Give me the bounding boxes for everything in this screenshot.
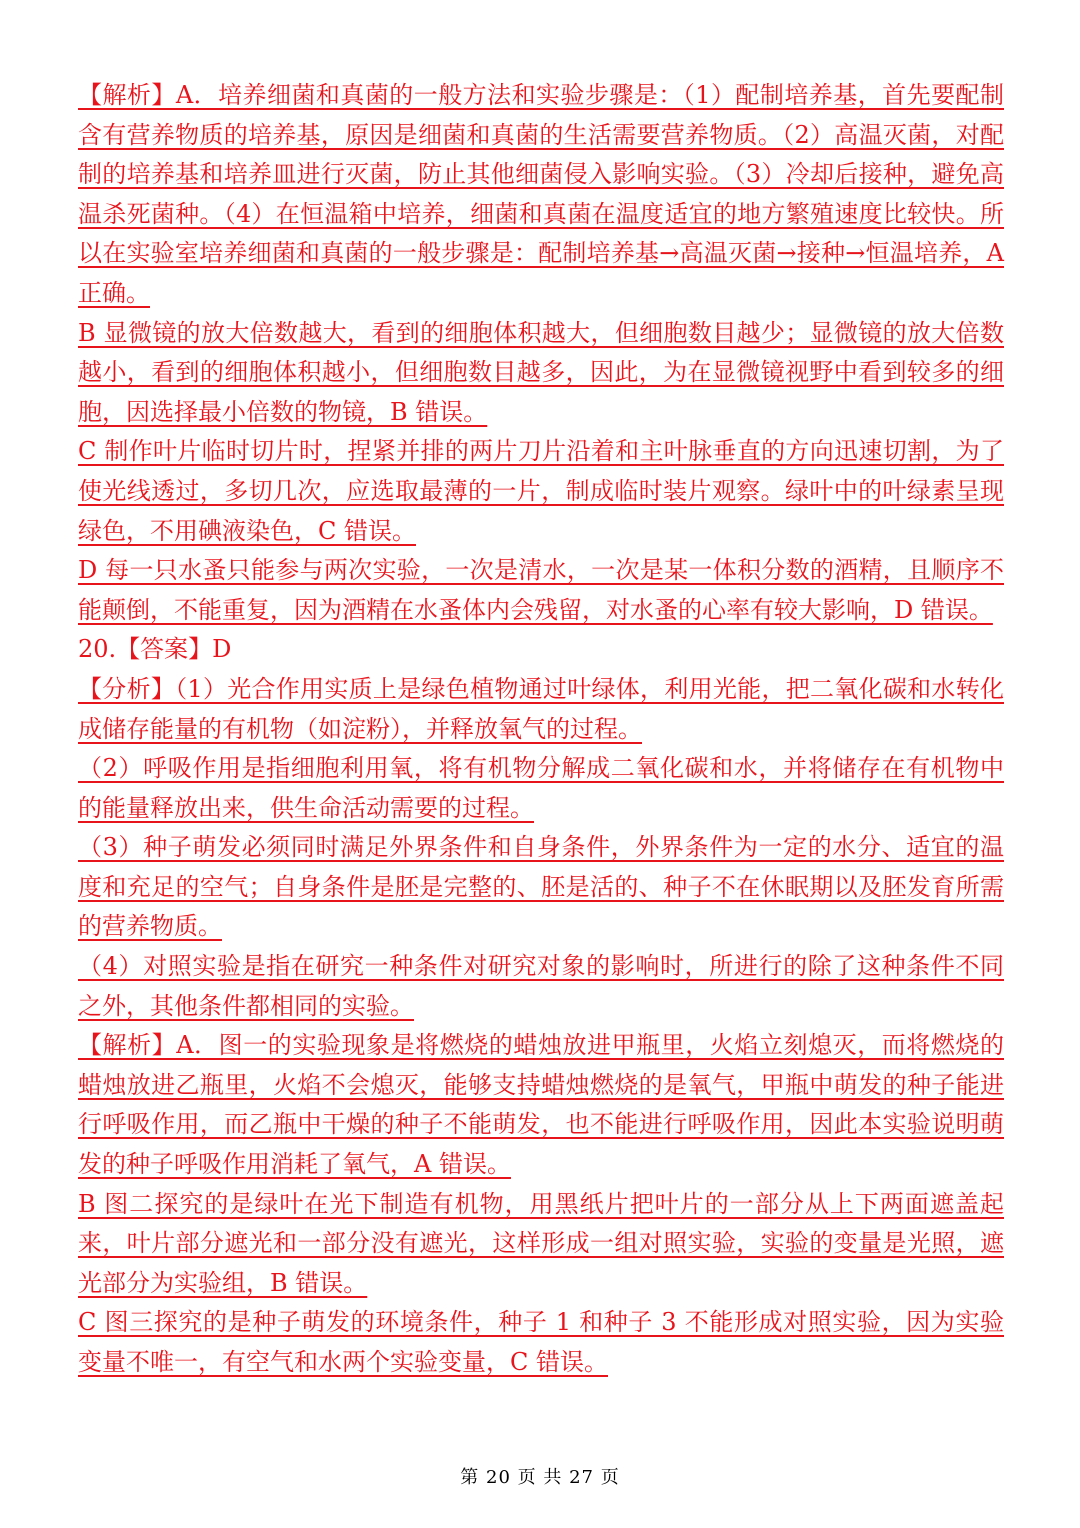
paragraph-text: B 显微镜的放大倍数越大，看到的细胞体积越大，但细胞数目越少；显微镜的放大倍数越小，看到的细胞体积越小，但细胞数目越多，因此，为在显微镜视野中看到较多的细胞，因选择最小倍数的物镜，B 错误。 <box>78 318 1004 426</box>
analysis-20-point-4 <box>78 947 1004 1026</box>
paragraph-text: B 图二探究的是绿叶在光下制造有机物，用黑纸片把叶片的一部分从上下两面遮盖起来，叶片部分遮光和一部分没有遮光，这样形成一组对照实验，实验的变量是光照，遮光部分为实验组，B 错误。 <box>78 1189 1004 1297</box>
analysis-20-point-2 <box>78 749 1004 828</box>
answer-20 <box>78 630 1004 670</box>
paragraph-text: 【分析】（1）光合作用实质上是绿色植物通过叶绿体，利用光能，把二氧化碳和水转化成储存能量的有机物（如淀粉），并释放氧气的过程。 <box>78 674 1004 743</box>
explanation-20-a <box>78 1026 1004 1184</box>
explanation-20-c <box>78 1303 1004 1382</box>
analysis-19-a <box>78 76 1004 314</box>
analysis-20-point-1 <box>78 670 1004 749</box>
paragraph-text: （3）种子萌发必须同时满足外界条件和自身条件，外界条件为一定的水分、适宜的温度和充足的空气；自身条件是胚是完整的、胚是活的、种子不在休眠期以及胚发育所需的营养物质。 <box>78 833 1004 941</box>
paragraph-text: D 每一只水蚤只能参与两次实验，一次是清水，一次是某一体积分数的酒精，且顺序不能颠倒，不能重复，因为酒精在水蚤体内会残留，对水蚤的心率有较大影响，D 错误。 <box>78 556 1004 624</box>
page-number-footer: 第 20 页 共 27 页 <box>460 1467 620 1488</box>
analysis-19-c <box>78 432 1004 551</box>
paragraph-text: 【解析】A．图一的实验现象是将燃烧的蜡烛放进甲瓶里，火焰立刻熄灭，而将燃烧的蜡烛放进乙瓶里，火焰不会熄灭，能够支持蜡烛燃烧的是氧气，甲瓶中萌发的种子能进行呼吸作用，而乙瓶中干燥的种子不能萌发，也不能进行呼吸作用，因此本实验说明萌发的种子呼吸作用消耗了氧气，A 错误。 <box>78 1031 1004 1179</box>
answer-text: 20.【答案】D <box>78 635 232 664</box>
paragraph-text: C 图三探究的是种子萌发的环境条件，种子 1 和种子 3 不能形成对照实验，因为实验变量不唯一，有空气和水两个实验变量，C 错误。 <box>78 1308 1004 1376</box>
analysis-20-point-3 <box>78 828 1004 947</box>
paragraph-text: C 制作叶片临时切片时，捏紧并排的两片刀片沿着和主叶脉垂直的方向迅速切割，为了使光线透过，多切几次，应选取最薄的一片，制成临时装片观察。绿叶中的叶绿素呈现绿色，不用碘液染色，C 错误。 <box>78 437 1004 545</box>
page-content <box>78 76 1004 1383</box>
analysis-19-d <box>78 551 1004 630</box>
analysis-19-b <box>78 314 1004 433</box>
paragraph-text: （2）呼吸作用是指细胞利用氧，将有机物分解成二氧化碳和水，并将储存在有机物中的能量释放出来，供生命活动需要的过程。 <box>78 754 1004 822</box>
paragraph-text: 【解析】A．培养细菌和真菌的一般方法和实验步骤是：（1）配制培养基，首先要配制含有营养物质的培养基，原因是细菌和真菌的生活需要营养物质。（2）高温灭菌，对配制的培养基和培养皿进行灭菌，防止其他细菌侵入影响实验。（3）冷却后接种，避免高温杀死菌种。（4）在恒温箱中培养，细菌和真菌在温度适宜的地方繁殖速度比较快。所以在实验室培养细菌和真菌的一般步骤是：配制培养基→高温灭菌→接种→恒温培养，A 正确。 <box>78 81 1004 307</box>
paragraph-text: （4）对照实验是指在研究一种条件对研究对象的影响时，所进行的除了这种条件不同之外，其他条件都相同的实验。 <box>78 952 1004 1020</box>
explanation-20-b <box>78 1185 1004 1304</box>
